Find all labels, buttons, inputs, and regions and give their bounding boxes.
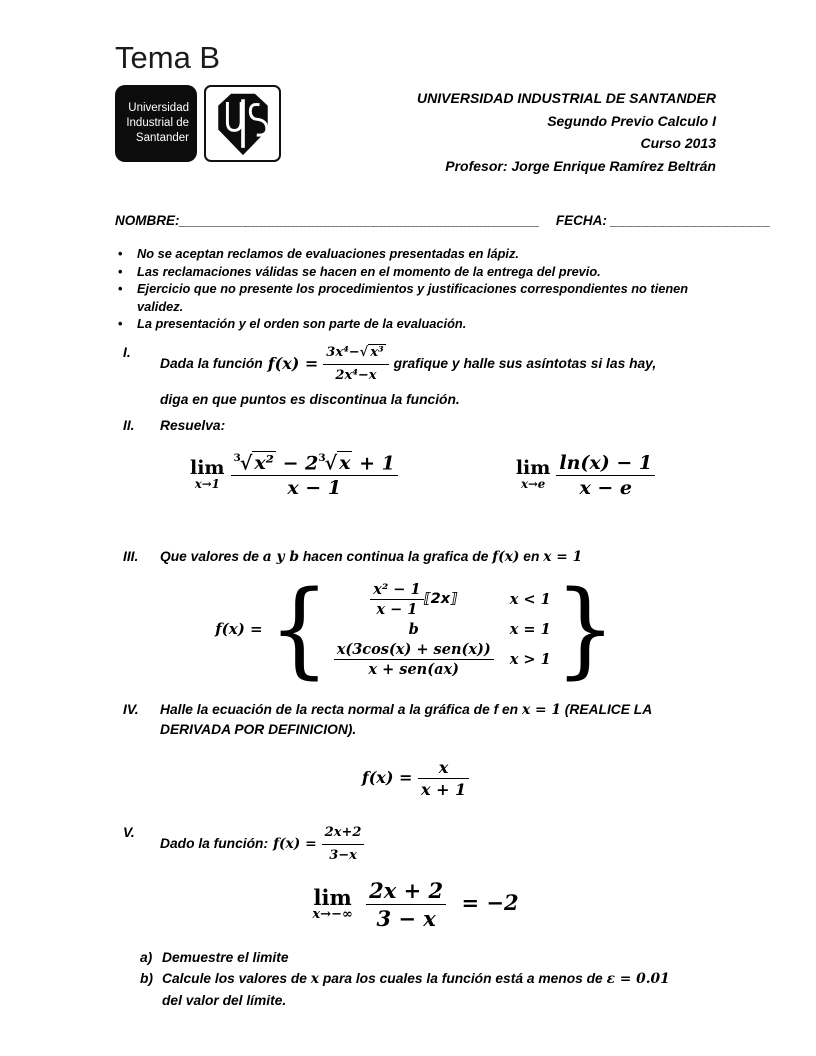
limit-1-fraction <box>231 452 398 499</box>
sqrt-icon: √ <box>239 451 253 474</box>
limit-2-lim: lim x→e <box>515 457 551 492</box>
subitem-b-math-epsilon: ε = 0.01 <box>606 970 670 987</box>
problem-1-fx: f(x) = <box>267 354 319 373</box>
subitem-b-label: b) <box>140 970 154 986</box>
problem-5-limit <box>115 878 716 931</box>
floor-bracket-term: ⟦2x⟧ <box>423 591 458 608</box>
problem-3-math-ab: a y b <box>262 548 299 565</box>
university-logos <box>115 85 281 177</box>
wordmark-line: Santander <box>135 132 189 144</box>
problem-1-text-before: Dada la función <box>160 356 263 371</box>
rule-item: • Ejercicio que no presente los procedimientos y justificaciones correspondientes no tienen validez. <box>115 280 716 315</box>
problem-2-title: Resuelva: <box>160 417 226 433</box>
uis-shield-icon <box>215 91 271 157</box>
problem-3-numeral: III. <box>123 548 139 564</box>
problem-2-numeral: II. <box>123 417 135 433</box>
nombre-blank-line: _____________________________________________ <box>179 213 540 228</box>
university-wordmark-logo <box>115 85 197 162</box>
piecewise-row1-cond: x < 1 <box>509 590 551 608</box>
problem-4-fraction: $\frac{x}{x + 1}$ <box>418 758 469 799</box>
professor-name: Profesor: Jorge Enrique Ramírez Beltrán <box>445 157 716 174</box>
limit-2-numerator: ln(x) − 1 <box>556 452 655 476</box>
limit-2 <box>516 452 655 499</box>
problem-3-text: Que valores de <box>160 548 259 564</box>
problem-4-numeral: IV. <box>123 701 139 717</box>
problem-2-limits <box>190 452 716 499</box>
problem-5-fx: f(x) = <box>273 836 317 853</box>
subitem-a-text: Demuestre el limite <box>162 949 289 965</box>
problem-4-function <box>115 758 716 799</box>
problem-1-body <box>160 343 716 410</box>
rule-item: • Las reclamaciones válidas se hacen en el momento de la entrega del previo. <box>115 263 716 281</box>
problem-3-math-x1: x = 1 <box>543 548 583 565</box>
subitem-b <box>140 968 716 1011</box>
problem-5-body <box>160 823 716 866</box>
problem-3-body <box>160 547 716 567</box>
problem-2 <box>115 416 716 436</box>
problem-1-numeral: I. <box>123 344 131 360</box>
problem-4-text-caps: (REALICE LA DERIVADA POR DEFINICION). <box>160 701 652 737</box>
piecewise-rows <box>334 581 551 678</box>
fecha-label: FECHA: <box>555 213 607 228</box>
rule-item: • No se aceptan reclamos de evaluaciones presentadas en lápiz. <box>115 245 716 263</box>
problem-5-subitems <box>140 947 716 1011</box>
problem-1-text-after: grafique y halle sus asíntotas si las hay, <box>393 356 657 371</box>
piecewise-definition: f(x) = { $\frac{\text{x² − 1}}{x - 1}$ ⟦2x⟧ x < 1 b x = 1 $\frac{\text{x(3cos(x) + sen(x))}}{\text{x + sen(ax)}}$ x > 1 } <box>215 568 616 690</box>
problem-4 <box>115 700 716 740</box>
limit-1 <box>190 452 398 499</box>
problem-3 <box>115 547 716 567</box>
name-date-row <box>115 213 771 228</box>
university-name: UNIVERSIDAD INDUSTRIAL DE SANTANDER <box>417 90 716 106</box>
subitem-b-math-x: x <box>310 970 320 987</box>
problem-3-text: hacen continua la grafica de <box>302 548 489 564</box>
problem-5-text: Dado la función: <box>160 836 269 852</box>
problem-5 <box>115 823 716 866</box>
problem-1-line2: diga en que puntos es discontinua la función. <box>160 391 460 407</box>
nombre-field <box>115 213 540 228</box>
piecewise-row1-expr: $\frac{\text{x² − 1}}{x - 1}$ ⟦2x⟧ <box>334 581 494 618</box>
sqrt-icon: √ <box>359 344 369 360</box>
fraction-denominator: 2x⁴−x <box>335 367 377 383</box>
header-row <box>115 85 716 177</box>
problem-4-text: Halle la ecuación de la recta normal a la gráfica de f en <box>160 701 519 717</box>
problem-1-line1 <box>160 343 716 386</box>
page-title: Tema B <box>115 40 221 75</box>
problem-4-body <box>160 700 716 740</box>
piecewise-row3-expr: $\frac{\text{x(3cos(x) + sen(x))}}{\text{x + sen(ax)}}$ <box>334 641 494 678</box>
nombre-label: NOMBRE: <box>115 213 180 228</box>
rule-item: • La presentación y el orden son parte de la evaluación. <box>115 315 716 333</box>
subitem-a <box>140 947 716 968</box>
subitem-b-line2: del valor del límite. <box>162 992 287 1008</box>
exam-rules-list <box>115 245 716 333</box>
wordmark-line: Industrial de <box>126 117 189 129</box>
exam-name: Segundo Previo Calculo I <box>547 112 716 129</box>
fraction-numerator: 3x⁴−√ x³ <box>323 343 388 365</box>
uis-shield-logo <box>204 85 281 162</box>
limit-2-fraction <box>556 452 655 499</box>
problem-4-math-x1: x = 1 <box>521 701 561 718</box>
sqrt-icon: √ <box>324 451 338 474</box>
subitem-a-label: a) <box>140 949 153 965</box>
subitem-b-text: Calcule los valores de x para los cuales la función está a menos de ε = 0.01 del valor del límite. <box>162 970 670 1008</box>
problem-1-fraction <box>323 343 388 386</box>
limit-3-lim: lim x→−∞ <box>312 884 353 922</box>
limit-3-fraction: $\frac{2x + 2}{3 - x}$ <box>366 878 446 931</box>
limit-1-numerator: $^3$√ $x^2 - 2^3√$ x + 1 <box>231 452 398 476</box>
fecha-field <box>556 213 771 228</box>
fecha-blank-line: ____________________ <box>610 213 771 228</box>
limit-3-result: = −2 <box>461 889 519 915</box>
wordmark-line: Universidad <box>128 102 189 114</box>
problem-3-text: en <box>523 548 540 564</box>
problem-4-fx: f(x) = <box>361 767 413 787</box>
problem-5-numeral: V. <box>123 824 135 840</box>
limit-2-denominator: x − e <box>579 476 633 499</box>
course-year: Curso 2013 <box>640 135 716 151</box>
problem-1 <box>115 343 716 410</box>
piecewise-row3-cond: x > 1 <box>509 650 551 668</box>
piecewise-row2-cond: x = 1 <box>509 620 551 638</box>
piecewise-lead: f(x) = <box>215 620 263 639</box>
problem-3-piecewise <box>115 567 716 690</box>
problem-5-inline-fraction: $\frac{2x+2}{3-x}$ <box>322 823 365 866</box>
limit-1-denominator: x − 1 <box>287 476 342 499</box>
piecewise-row2-expr: b <box>408 620 419 638</box>
problem-3-math-fx: f(x) <box>492 548 520 565</box>
limit-1-lim: lim x→1 <box>190 457 225 492</box>
course-header <box>281 85 716 177</box>
